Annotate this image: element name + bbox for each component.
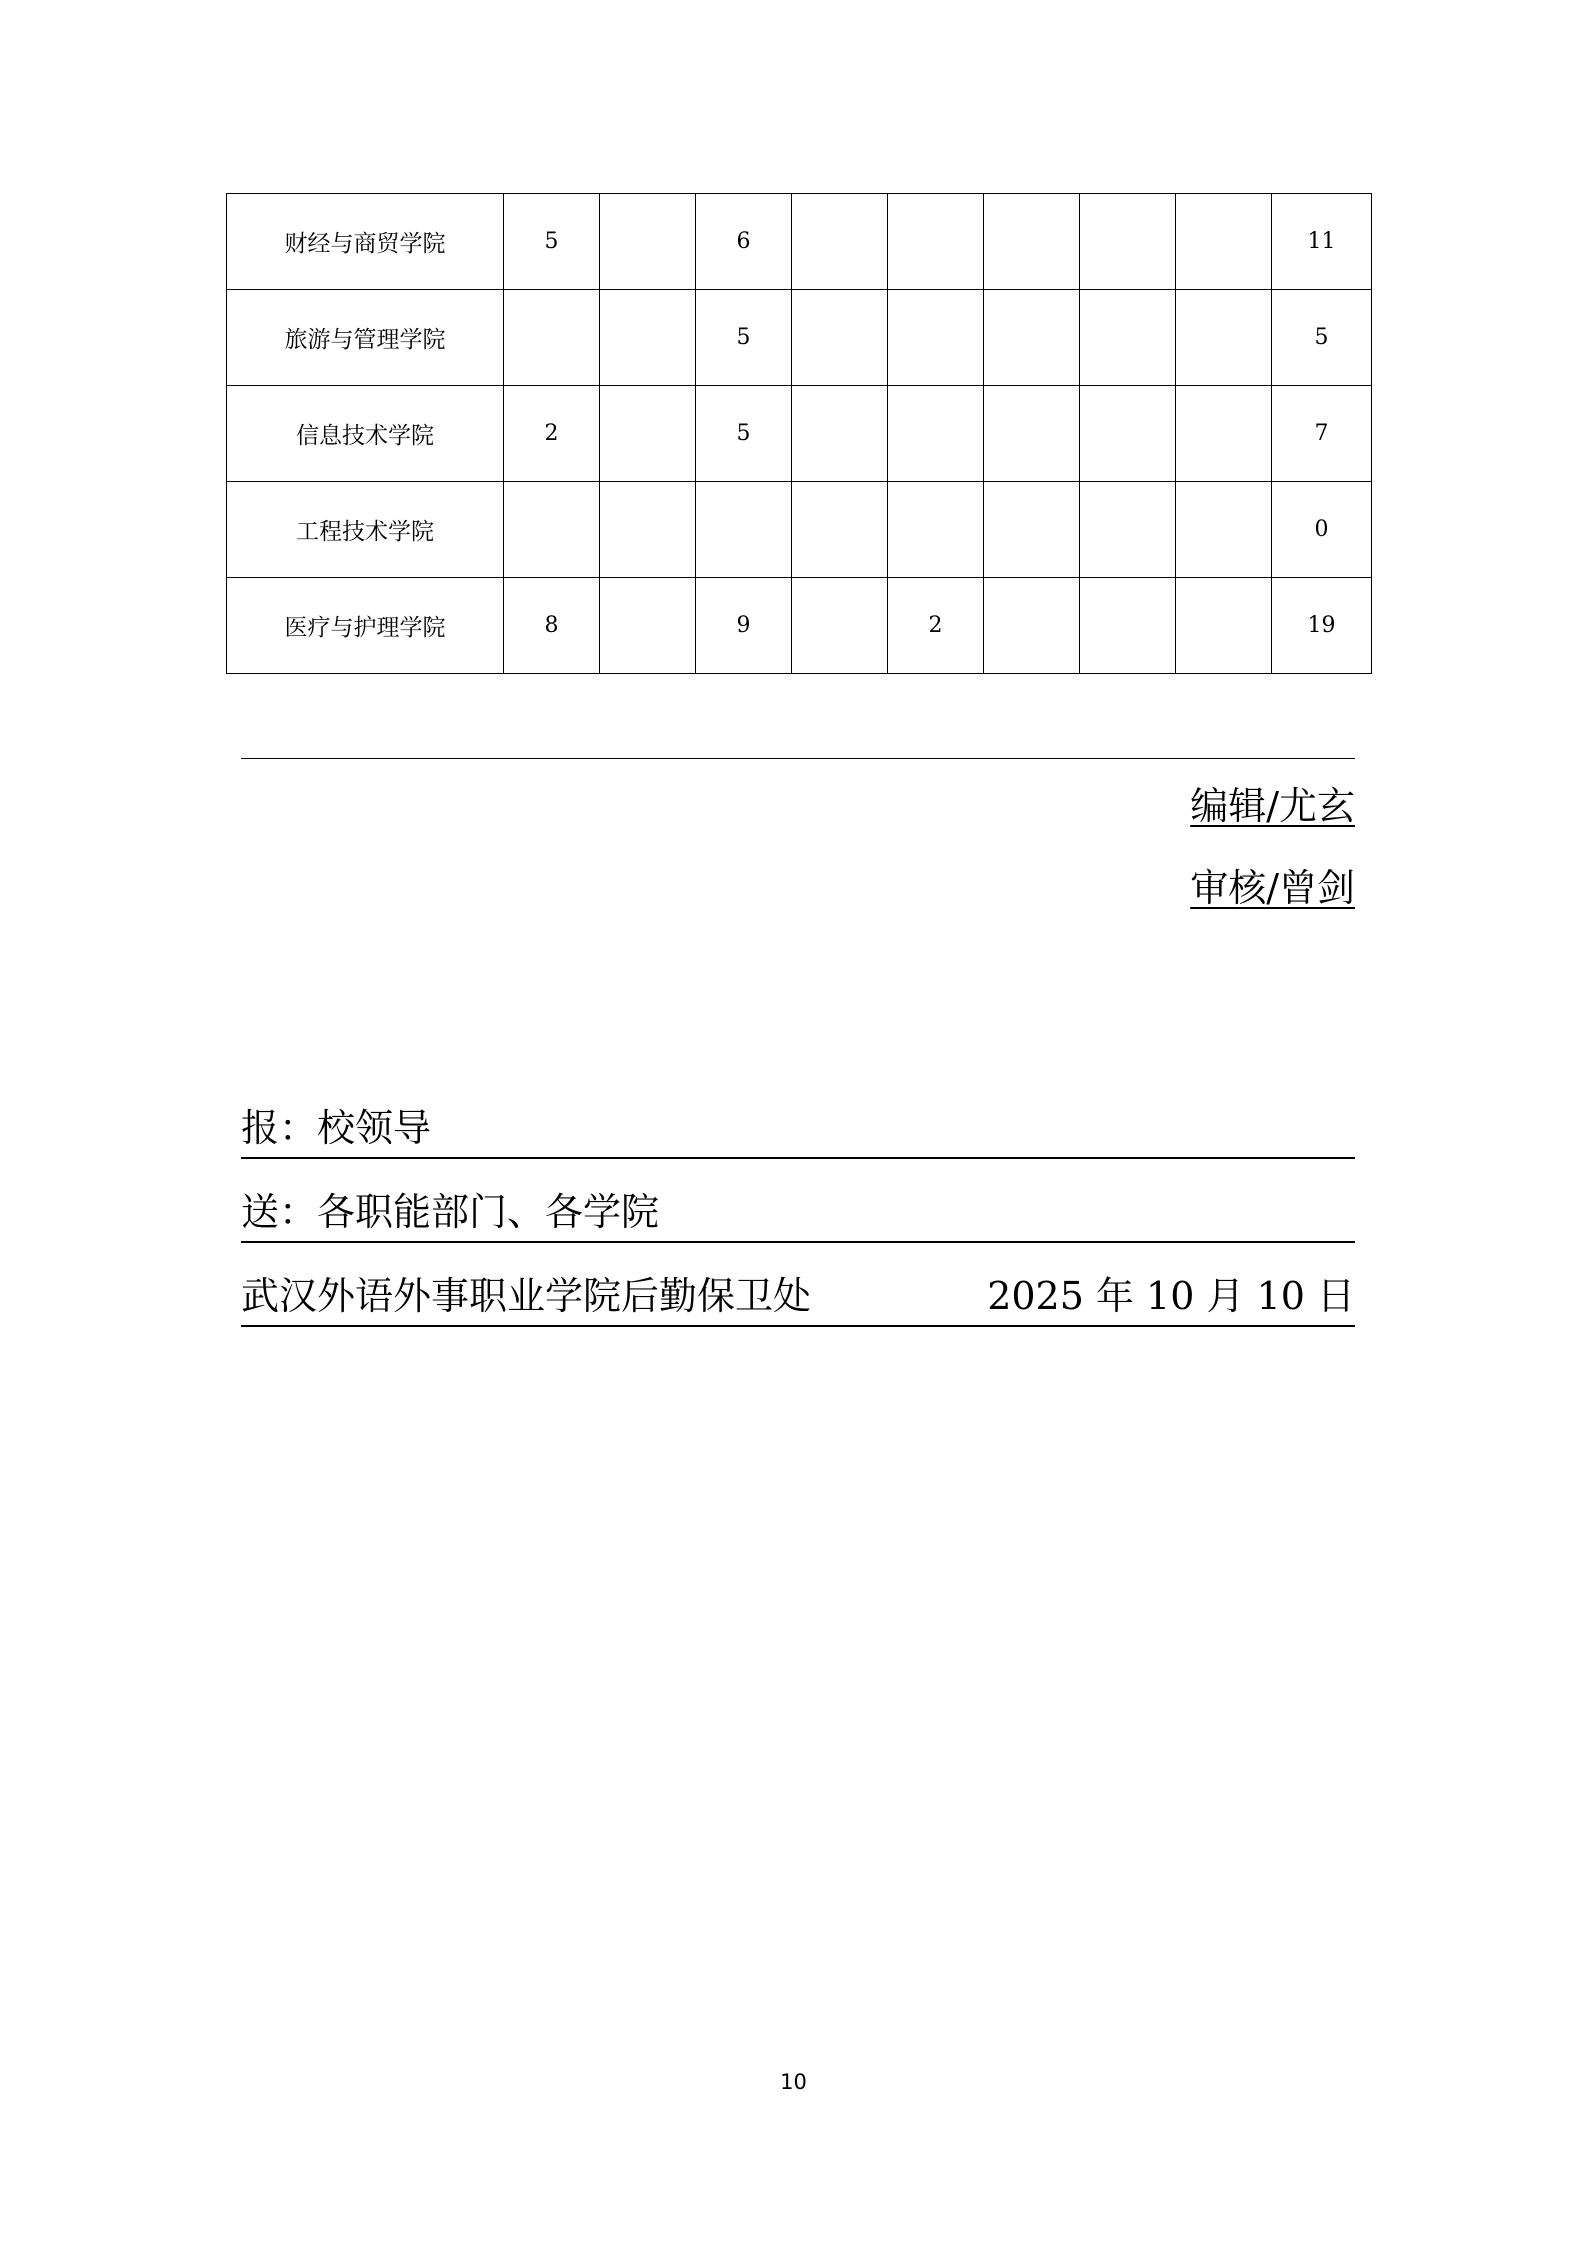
count-cell [984, 290, 1080, 386]
page-number: 10 [780, 2070, 807, 2094]
count-cell [888, 290, 984, 386]
count-cell: 8 [504, 578, 600, 674]
count-cell [888, 482, 984, 578]
count-cell [1080, 578, 1176, 674]
department-name-cell: 信息技术学院 [227, 386, 504, 482]
send-to-text: 送：各职能部门、各学院 [241, 1190, 660, 1234]
total-cell: 11 [1272, 194, 1372, 290]
total-cell: 5 [1272, 290, 1372, 386]
divider-line [241, 758, 1355, 759]
table-row [227, 194, 1372, 290]
count-cell [984, 194, 1080, 290]
count-cell: 5 [696, 386, 792, 482]
count-cell [600, 482, 696, 578]
count-cell [984, 482, 1080, 578]
department-name-cell: 财经与商贸学院 [227, 194, 504, 290]
table-row [227, 386, 1372, 482]
count-cell [888, 386, 984, 482]
count-cell [792, 386, 888, 482]
count-cell: 5 [504, 194, 600, 290]
report-to-line [241, 1103, 1355, 1159]
count-cell [1176, 194, 1272, 290]
editor-signoff: 编辑/尤玄 [1190, 784, 1355, 828]
count-cell [792, 578, 888, 674]
count-cell [696, 482, 792, 578]
report-to-text: 报：校领导 [241, 1106, 432, 1150]
count-cell [1176, 482, 1272, 578]
department-name-cell: 旅游与管理学院 [227, 290, 504, 386]
count-cell [504, 290, 600, 386]
count-cell: 9 [696, 578, 792, 674]
count-cell [600, 290, 696, 386]
total-cell: 19 [1272, 578, 1372, 674]
count-cell [1080, 194, 1176, 290]
table-row [227, 482, 1372, 578]
count-cell [1080, 482, 1176, 578]
count-cell [504, 482, 600, 578]
count-cell [984, 386, 1080, 482]
count-cell: 5 [696, 290, 792, 386]
department-stats-table [226, 193, 1372, 674]
count-cell [1176, 386, 1272, 482]
count-cell [600, 194, 696, 290]
count-cell [984, 578, 1080, 674]
issuer-line [241, 1271, 1355, 1327]
count-cell [792, 194, 888, 290]
table-row [227, 290, 1372, 386]
count-cell [1080, 290, 1176, 386]
count-cell: 2 [504, 386, 600, 482]
count-cell [792, 290, 888, 386]
count-cell [600, 386, 696, 482]
send-to-line [241, 1187, 1355, 1243]
table-row [227, 578, 1372, 674]
count-cell [1176, 290, 1272, 386]
reviewer-signoff: 审核/曾剑 [1190, 866, 1355, 910]
department-name-cell: 工程技术学院 [227, 482, 504, 578]
count-cell [792, 482, 888, 578]
department-name-cell: 医疗与护理学院 [227, 578, 504, 674]
count-cell [600, 578, 696, 674]
count-cell: 6 [696, 194, 792, 290]
count-cell [1176, 578, 1272, 674]
count-cell [1080, 386, 1176, 482]
count-cell: 2 [888, 578, 984, 674]
table-body [227, 194, 1372, 674]
issue-date: 2025 年 10 月 10 日 [987, 1274, 1355, 1318]
count-cell [888, 194, 984, 290]
total-cell: 7 [1272, 386, 1372, 482]
total-cell: 0 [1272, 482, 1372, 578]
issuer-text: 武汉外语外事职业学院后勤保卫处 [241, 1274, 812, 1318]
